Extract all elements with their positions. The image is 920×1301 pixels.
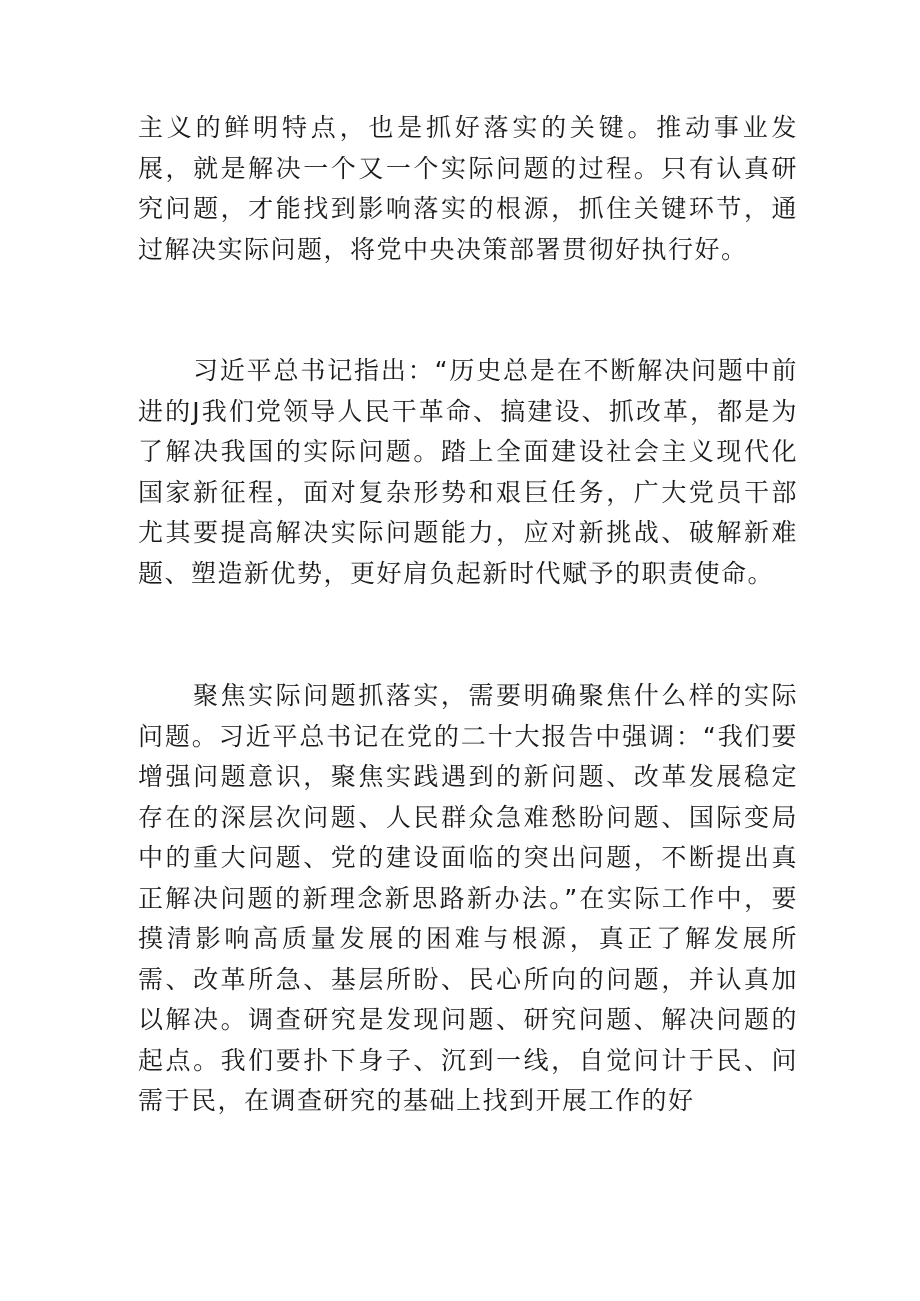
paragraph-2: 习近平总书记指出：“历史总是在不断解决问题中前进的J我们党领导人民干革命、搞建设、抓改革，都是为了解决我国的实际问题。踏上全面建设社会主义现代化国家新征程，面对复杂形势和艰巨任务，广大党员干部尤其要提高解决实际问题能力，应对新挑战、破解新难题、塑造新优势，更好肩负起新时代赋予的职责使命。: [138, 356, 798, 588]
paragraph-3: 聚焦实际问题抓落实，需要明确聚焦什么样的实际问题。习近平总书记在党的二十大报告中强调：“我们要增强问题意识，聚焦实践遇到的新问题、改革发展稳定存在的深层次问题、人民群众急难愁盼问题、国际变局中的重大问题、党的建设面临的突出问题，不断提出真正解决问题的新理念新思路新办法。”在实际工作中，要摸清影响高质量发展的困难与根源，真正了解发展所需、改革所急、基层所盼、民心所向的问题，并认真加以解决。调查研究是发现问题、研究问题、解决问题的起点。我们要扑下身子、沉到一线，自觉问计于民、问需于民，在调查研究的基础上找到开展工作的好: [138, 681, 798, 1115]
paragraph-1: 主义的鲜明特点，也是抓好落实的关键。推动事业发展，就是解决一个又一个实际问题的过程。只有认真研究问题，才能找到影响落实的根源，抓住关键环节，通过解决实际问题，将党中央决策部署贯彻好执行好。: [138, 113, 798, 264]
